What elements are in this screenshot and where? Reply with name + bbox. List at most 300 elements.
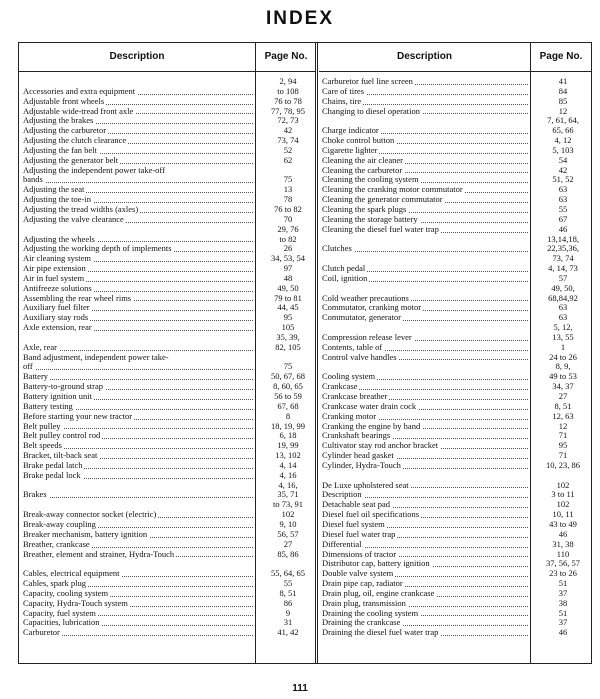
- index-entry: [322, 441, 592, 451]
- entry-page-number: 12, 63: [552, 411, 574, 421]
- entry-text: bands: [23, 175, 43, 185]
- entry-description: [322, 205, 530, 215]
- entry-description: [23, 97, 255, 107]
- entry-text: Care of tires: [322, 86, 365, 96]
- entry-description: [23, 490, 255, 500]
- entry-description: [322, 422, 530, 432]
- entry-page-number: 37: [558, 588, 568, 598]
- entry-text: Capacity, fuel system: [23, 608, 96, 618]
- index-entry: [322, 362, 592, 372]
- entry-page-number: 31: [283, 618, 293, 628]
- entry-text: [23, 77, 25, 86]
- index-entry: [23, 550, 317, 560]
- index-entry: [23, 156, 317, 166]
- index-entry: [23, 244, 317, 254]
- entry-description: [322, 471, 530, 481]
- entry-text: Cleaning the diesel fuel water trap: [322, 224, 439, 234]
- entry-description: [322, 77, 530, 87]
- entry-page-number: to 73, 91: [273, 500, 303, 510]
- entry-text: Air pipe extension: [23, 264, 86, 274]
- entry-description: [23, 372, 255, 382]
- entry-page-number: 57: [558, 273, 568, 283]
- entry-text: Contents, table of: [322, 342, 383, 352]
- entry-page-number: 55: [283, 579, 293, 589]
- entry-description: [322, 87, 530, 97]
- entry-page-number: 12: [558, 106, 568, 116]
- index-entry: [322, 87, 592, 97]
- entry-description: [23, 195, 255, 205]
- index-entry: [23, 353, 317, 363]
- index-entry: [23, 609, 317, 619]
- entry-page-number: 75: [283, 362, 293, 372]
- entry-text: [23, 333, 25, 342]
- index-entry: [23, 146, 317, 156]
- entry-text: [322, 471, 324, 480]
- entry-page-number: 13,14,18,: [547, 234, 579, 244]
- entry-description: [23, 441, 255, 451]
- entry-page-number: 102: [281, 510, 295, 520]
- entry-text: [23, 500, 25, 509]
- index-entry: [322, 431, 592, 441]
- index-entry: [23, 294, 317, 304]
- index-entry: [322, 343, 592, 353]
- entry-page-number: 46: [558, 628, 568, 638]
- entry-text: Clutch pedal: [322, 264, 366, 274]
- entry-page-number: 102: [556, 480, 570, 490]
- entry-text: Cigarette lighter: [322, 145, 378, 155]
- index-entry: [322, 166, 592, 176]
- entry-page-number: 3 to 11: [551, 490, 575, 500]
- index-entry: [322, 589, 592, 599]
- entry-description: [23, 333, 255, 343]
- entry-text: Control valve handles: [322, 352, 397, 362]
- entry-description: [322, 323, 530, 333]
- entry-page-number: 49, 50,: [551, 283, 575, 293]
- index-entry: [23, 451, 317, 461]
- index-entry: [322, 382, 592, 392]
- index-entry: [23, 441, 317, 451]
- entry-page-number: 5, 103: [552, 145, 574, 155]
- entry-text: Belt speeds: [23, 441, 62, 451]
- entry-page-number: 95: [283, 313, 293, 323]
- entry-text: Dimensions of tractor: [322, 549, 397, 559]
- entry-description: [322, 540, 530, 550]
- entry-page-number: 23 to 26: [549, 569, 577, 579]
- index-entry: [23, 333, 317, 343]
- entry-text: Cylinder head gasket: [322, 451, 394, 461]
- entry-description: [322, 146, 530, 156]
- index-entry: [322, 116, 592, 126]
- index-entry: [322, 313, 592, 323]
- entry-page-number: 8, 9,: [555, 362, 571, 372]
- entry-text: [322, 362, 324, 371]
- entry-text: Assembling the rear wheel rims: [23, 293, 132, 303]
- entry-description: [322, 284, 530, 294]
- entry-description: [23, 303, 255, 313]
- index-entry: [23, 471, 317, 481]
- index-entry: [322, 451, 592, 461]
- entry-page-number: [259, 353, 317, 363]
- index-entry: [322, 461, 592, 471]
- entry-text: Carburetor fuel line screen: [322, 77, 413, 86]
- entry-page-number: 29, 76: [277, 224, 299, 234]
- entry-description: [23, 126, 255, 136]
- entry-description: [322, 490, 530, 500]
- entry-page-number: 34, 53, 54: [271, 254, 305, 264]
- entry-description: [23, 116, 255, 126]
- entry-text: Axle extension, rear: [23, 323, 92, 333]
- entry-page-number: 78: [283, 195, 293, 205]
- index-entry: [23, 382, 317, 392]
- index-entry: [322, 126, 592, 136]
- entry-page-number: 8, 60, 65: [273, 382, 303, 392]
- entry-description: [322, 402, 530, 412]
- index-table: [18, 42, 592, 664]
- entry-text: [322, 235, 324, 244]
- entry-page-number: 10, 23, 86: [546, 460, 580, 470]
- index-entry: [322, 402, 592, 412]
- entry-page-number: 42: [283, 126, 293, 136]
- index-entry: [322, 225, 592, 235]
- entry-page-number: 49 to 53: [549, 372, 577, 382]
- index-entry: [322, 609, 592, 619]
- index-entry: [23, 126, 317, 136]
- index-entry: [322, 205, 592, 215]
- entry-page-number: 4, 14: [279, 460, 297, 470]
- entry-page-number: 97: [283, 264, 293, 274]
- index-entry: [23, 175, 317, 185]
- entry-description: [23, 77, 255, 87]
- entry-description: [23, 451, 255, 461]
- entry-description: [322, 441, 530, 451]
- entry-description: [322, 274, 530, 284]
- entry-text: Bracket, tilt-back seat: [23, 451, 98, 461]
- index-entry: [23, 195, 317, 205]
- index-entry: [322, 481, 592, 491]
- index-entry: [23, 579, 317, 589]
- entry-text: Draining the cooling system: [322, 608, 419, 618]
- entry-description: [23, 550, 255, 560]
- index-entry: [322, 412, 592, 422]
- entry-page-number: [259, 559, 317, 569]
- index-entry: [322, 303, 592, 313]
- entry-page-number: 9: [285, 608, 291, 618]
- entry-description: [23, 362, 255, 372]
- index-entry: [23, 215, 317, 225]
- entry-page-number: 4, 12: [554, 136, 572, 146]
- index-entry: [23, 97, 317, 107]
- entry-text: Draining the diesel fuel water trap: [322, 628, 439, 638]
- entry-text: Adjusting the fan belt: [23, 145, 97, 155]
- entry-description: [23, 609, 255, 619]
- entry-text: Accessories and extra equipment: [23, 86, 136, 96]
- entry-page-number: 31, 38: [552, 539, 574, 549]
- entry-text: Brakes: [23, 490, 47, 500]
- index-entry: [23, 77, 317, 87]
- entry-page-number: 8, 51: [279, 588, 297, 598]
- index-entry: [322, 628, 592, 638]
- entry-text: Cylinder, Hydra-Touch: [322, 460, 401, 470]
- index-entry: [23, 490, 317, 500]
- entry-description: [23, 244, 255, 254]
- entry-description: [322, 510, 530, 520]
- index-entry: [23, 628, 317, 638]
- entry-description: [23, 402, 255, 412]
- entry-description: [23, 254, 255, 264]
- entry-description: [322, 628, 530, 638]
- entry-text: Commutator, cranking motor: [322, 303, 422, 313]
- entry-description: [23, 136, 255, 146]
- entry-text: Crankcase breather: [322, 392, 388, 401]
- entry-text: Cleaning the cranking motor commutator: [322, 185, 463, 195]
- entry-page-number: 75: [283, 175, 293, 185]
- entry-description: [23, 284, 255, 294]
- index-entry: [322, 500, 592, 510]
- entry-description: [322, 579, 530, 589]
- entry-text: Breaker mechanism, battery ignition: [23, 529, 148, 539]
- entry-page-number: 55, 64, 65: [271, 569, 305, 579]
- entry-text: Cleaning the generator commutator: [322, 195, 443, 205]
- entry-text: Cold weather precautions: [322, 293, 409, 303]
- entry-text: Cables, electrical equipment: [23, 569, 120, 579]
- index-entry: [322, 579, 592, 589]
- entry-text: Brake pedal latch: [23, 460, 83, 470]
- entry-description: [23, 175, 255, 185]
- entry-page-number: 24 to 26: [549, 352, 577, 362]
- entry-description: [322, 569, 530, 579]
- entry-text: Capacity, cooling system: [23, 588, 109, 598]
- entry-text: Break-away connector socket (electric): [23, 510, 157, 520]
- index-entry: [23, 303, 317, 313]
- entry-text: Adjusting the clutch clearance: [23, 136, 127, 146]
- index-entry: [23, 569, 317, 579]
- entry-text: off: [23, 362, 33, 372]
- entry-text: Adjusting the independent power take-off: [23, 165, 165, 175]
- index-entry: [23, 372, 317, 382]
- entry-description: [23, 559, 255, 569]
- index-entry: [23, 422, 317, 432]
- entry-page-number: 85, 86: [277, 549, 299, 559]
- entry-text: Battery-to-ground strap: [23, 382, 104, 392]
- entry-text: Adjusting the toe-in: [23, 195, 91, 205]
- entry-page-number: 62: [283, 155, 293, 165]
- entry-page-number: 85: [558, 96, 568, 106]
- entry-description: [23, 382, 255, 392]
- entry-page-number: 8: [285, 411, 291, 421]
- entry-page-number: 63: [558, 185, 568, 195]
- index-entry: [322, 540, 592, 550]
- index-entry: [322, 235, 592, 245]
- index-entry: [322, 422, 592, 432]
- entry-description: [322, 382, 530, 392]
- entry-page-number: 73, 74: [552, 254, 574, 264]
- entry-page-number: 8, 51: [554, 401, 572, 411]
- index-entry: [322, 244, 592, 254]
- entry-text: Adjusting the valve clearance: [23, 214, 124, 224]
- entry-description: [322, 461, 530, 471]
- entry-text: Brake pedal lock: [23, 470, 81, 480]
- entry-page-number: 10, 11: [552, 510, 574, 520]
- entry-page-number: 68,84,92: [548, 293, 578, 303]
- entry-page-number: 19, 99: [277, 441, 299, 451]
- entry-description: [23, 294, 255, 304]
- index-entry: [23, 618, 317, 628]
- entry-text: Cleaning the storage battery: [322, 214, 418, 224]
- entry-description: [322, 156, 530, 166]
- entry-text: [23, 559, 25, 568]
- entry-page-number: to 108: [277, 86, 299, 96]
- index-entry: [322, 353, 592, 363]
- entry-description: [322, 392, 530, 402]
- entry-text: Charge indicator: [322, 126, 379, 136]
- entry-page-number: 34, 37: [552, 382, 574, 392]
- entry-text: Drain plug, transmission: [322, 598, 406, 608]
- entry-description: [23, 599, 255, 609]
- entry-page-number: 73, 74: [277, 136, 299, 146]
- entry-text: Cleaning the spark plugs: [322, 204, 407, 214]
- entry-page-number: 52: [283, 145, 293, 155]
- index-entry: [322, 195, 592, 205]
- entry-page-number: 1: [560, 342, 566, 352]
- entry-description: [23, 540, 255, 550]
- entry-page-number: 35, 71: [277, 490, 299, 500]
- index-entry: [23, 412, 317, 422]
- page-number: 111: [292, 683, 308, 694]
- index-entry: [322, 107, 592, 117]
- index-entry: [322, 559, 592, 569]
- entry-page-number: 41, 42: [277, 628, 299, 638]
- index-entry: [322, 471, 592, 481]
- entry-page-number: 63: [558, 303, 568, 313]
- entry-description: [322, 550, 530, 560]
- entry-text: Adjusting the carburetor: [23, 126, 107, 136]
- entry-text: Auxiliary stay rods: [23, 313, 89, 323]
- entry-description: [23, 628, 255, 638]
- entry-text: Drain plug, oil, engine crankcase: [322, 588, 435, 598]
- entry-text: Adjusting the tread widths (axles): [23, 204, 139, 214]
- entry-page-number: 43 to 49: [549, 519, 577, 529]
- entry-page-number: 70: [283, 214, 293, 224]
- entry-description: [322, 353, 530, 363]
- entry-description: [23, 166, 255, 176]
- entry-text: Diesel fuel oil specifications: [322, 510, 420, 520]
- entry-text: Cranking the engine by hand: [322, 421, 421, 431]
- entry-text: Before starting your new tractor: [23, 411, 133, 421]
- entry-text: Cleaning the cooling system: [322, 175, 419, 185]
- entry-page-number: 6, 18: [279, 431, 297, 441]
- entry-text: Diesel fuel water trap: [322, 529, 396, 539]
- index-entry: [322, 185, 592, 195]
- entry-page-number: 79 to 81: [274, 293, 302, 303]
- entry-text: Choke control button: [322, 136, 395, 146]
- entry-description: [23, 235, 255, 245]
- entry-page-number: 41: [558, 77, 568, 86]
- index-entry: [23, 392, 317, 402]
- index-entry: [23, 362, 317, 372]
- index-entry: [322, 136, 592, 146]
- entry-description: [322, 481, 530, 491]
- entry-description: [322, 126, 530, 136]
- entry-page-number: 27: [558, 392, 568, 401]
- entry-page-number: 55: [558, 204, 568, 214]
- index-entry: [322, 264, 592, 274]
- entry-description: [322, 254, 530, 264]
- entry-text: Clutches: [322, 244, 352, 254]
- entry-page-number: 71: [558, 431, 568, 441]
- entry-text: Commutator, generator: [322, 313, 401, 323]
- entry-text: Adjusting the wheels: [23, 234, 95, 244]
- entry-page-number: 50, 67, 68: [271, 372, 305, 382]
- leader-dots: [23, 379, 253, 380]
- entry-page-number: 110: [556, 549, 570, 559]
- entry-page-number: 4, 16: [279, 470, 297, 480]
- entry-text: Double valve system: [322, 569, 394, 579]
- entry-text: Cables, spark plug: [23, 579, 87, 589]
- entry-text: [322, 323, 324, 332]
- index-entry: [322, 372, 592, 382]
- index-entry: [322, 618, 592, 628]
- entry-page-number: 95: [558, 441, 568, 451]
- entry-description: [322, 520, 530, 530]
- index-entry: [23, 559, 317, 569]
- entry-page-number: 9, 10: [279, 519, 297, 529]
- entry-text: Antifreeze solutions: [23, 283, 92, 293]
- page-title: INDEX: [265, 8, 335, 29]
- index-entry: [23, 87, 317, 97]
- index-entry: [322, 392, 592, 402]
- entry-page-number: 22,35,36,: [547, 244, 579, 254]
- entry-description: [23, 87, 255, 97]
- entry-description: [23, 618, 255, 628]
- entry-page-number: 51: [558, 608, 568, 618]
- entry-text: Differential: [322, 539, 362, 549]
- entry-text: Adjustable wide-tread front axle: [23, 106, 134, 116]
- right-index-column: [322, 77, 592, 638]
- entry-page-number: 7, 61, 64,: [547, 116, 579, 126]
- entry-description: [322, 244, 530, 254]
- entry-description: [322, 530, 530, 540]
- entry-description: [23, 353, 255, 363]
- entry-text: [322, 116, 324, 125]
- entry-page-number: 4, 16,: [278, 480, 298, 490]
- entry-page-number: 105: [281, 323, 295, 333]
- leader-dots: [23, 182, 253, 183]
- entry-text: Adjusting the working depth of implements: [23, 244, 172, 254]
- entry-page-number: 27: [283, 539, 293, 549]
- index-entry: [23, 599, 317, 609]
- entry-description: [23, 146, 255, 156]
- entry-description: [23, 471, 255, 481]
- entry-page-number: 63: [558, 313, 568, 323]
- index-entry: [23, 481, 317, 491]
- index-entry: [23, 520, 317, 530]
- leader-dots: [23, 369, 253, 370]
- left-page-header: Page No.: [256, 43, 316, 72]
- leader-dots: [23, 497, 253, 498]
- entry-text: De Luxe upholstered seat: [322, 480, 409, 490]
- entry-description: [23, 156, 255, 166]
- entry-text: Cranking motor: [322, 411, 377, 421]
- entry-text: Breather, crankcase: [23, 539, 90, 549]
- entry-text: [322, 284, 324, 293]
- entry-description: [322, 136, 530, 146]
- entry-page-number: 65, 66: [552, 126, 574, 136]
- entry-page-number: 56 to 59: [274, 392, 302, 401]
- entry-text: Crankcase: [322, 382, 358, 392]
- entry-text: Break-away coupling: [23, 519, 96, 529]
- index-entry: [23, 589, 317, 599]
- index-entry: [322, 274, 592, 284]
